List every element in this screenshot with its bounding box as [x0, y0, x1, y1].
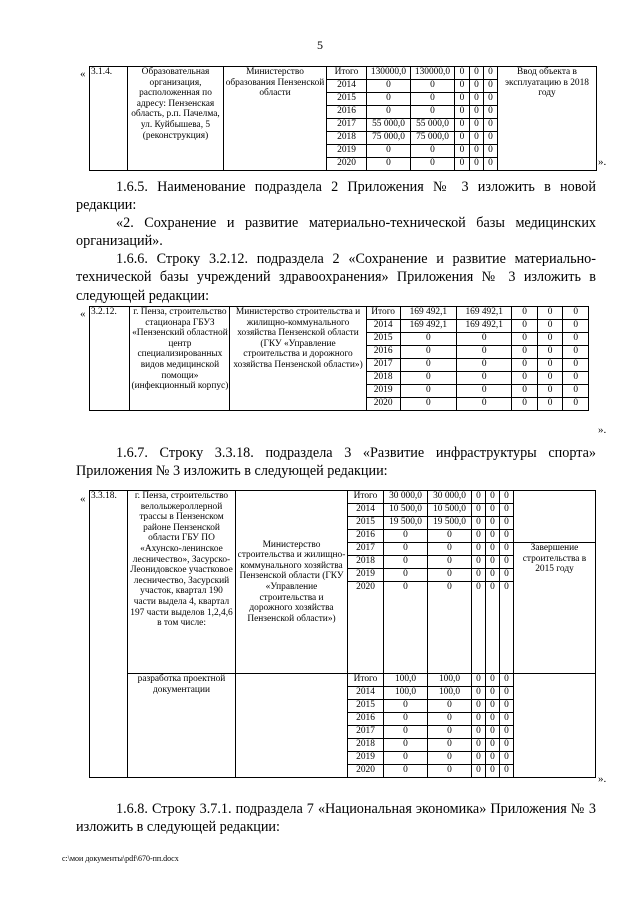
- paragraph-1-6-6: [76, 250, 596, 305]
- row-code: 3.3.18.: [90, 491, 128, 778]
- value-cell: 0: [500, 713, 514, 726]
- budget-cell: 0: [457, 372, 512, 385]
- value-cell: 0: [486, 713, 500, 726]
- budget-cell: 0: [411, 145, 455, 158]
- close-quote: ».: [598, 156, 607, 168]
- year-cell: 2014: [366, 320, 400, 333]
- year-cell: 2017: [366, 359, 400, 372]
- budget-cell: 0: [428, 700, 472, 713]
- value-cell: 0: [500, 569, 514, 582]
- budget-cell: 30 000,0: [428, 491, 472, 504]
- value-cell: 0: [512, 307, 538, 320]
- close-quote: ».: [598, 773, 607, 785]
- budget-cell: 0: [428, 726, 472, 739]
- year-cell: 2016: [327, 106, 367, 119]
- budget-cell: 10 500,0: [428, 504, 472, 517]
- value-cell: 0: [455, 93, 470, 106]
- value-cell: 0: [484, 106, 498, 119]
- budget-cell: 0: [411, 80, 455, 93]
- value-cell: 0: [472, 504, 486, 517]
- paragraph-1-6-5-quote: [76, 214, 596, 251]
- year-cell: 2020: [366, 398, 400, 411]
- budget-cell: 19 500,0: [428, 517, 472, 530]
- value-cell: 0: [472, 752, 486, 765]
- value-cell: 0: [486, 491, 500, 504]
- total-cell: 0: [384, 752, 428, 765]
- sub-item-name: разработка проектной документации: [128, 674, 236, 778]
- budget-cell: 0: [428, 765, 472, 778]
- year-cell: 2017: [348, 726, 384, 739]
- year-cell: 2019: [348, 752, 384, 765]
- paragraph-text: 1.6.8. Строку 3.7.1. подраздела 7 «Национальная экономика» Приложения № 3 изложить в следующей редакции:: [76, 801, 596, 836]
- value-cell: 0: [486, 569, 500, 582]
- budget-cell: 130000,0: [411, 67, 455, 80]
- close-quote: ».: [598, 424, 607, 436]
- year-cell: 2014: [348, 687, 384, 700]
- budget-cell: 100,0: [428, 674, 472, 687]
- value-cell: 0: [484, 132, 498, 145]
- budget-cell: 100,0: [428, 687, 472, 700]
- total-cell: 0: [384, 543, 428, 556]
- budget-cell: 0: [428, 556, 472, 569]
- total-cell: 0: [400, 333, 456, 346]
- value-cell: 0: [486, 700, 500, 713]
- total-cell: 0: [384, 726, 428, 739]
- value-cell: 0: [500, 674, 514, 687]
- table-row: [90, 67, 597, 80]
- value-cell: 0: [486, 765, 500, 778]
- year-cell: 2019: [366, 385, 400, 398]
- value-cell: 0: [500, 752, 514, 765]
- executor: Министерство строительства и жилищно-коммунального хозяйства Пензенской области (ГКУ «Управление строительства и дорожного хозяйства Пензенской области»): [230, 307, 366, 411]
- value-cell: 0: [470, 119, 484, 132]
- total-cell: 0: [367, 80, 411, 93]
- value-cell: 0: [472, 582, 486, 674]
- value-cell: 0: [486, 752, 500, 765]
- empty-cell: [514, 674, 596, 778]
- value-cell: 0: [537, 398, 563, 411]
- budget-cell: 169 492,1: [457, 307, 512, 320]
- page-number: 5: [317, 38, 323, 52]
- year-cell: Итого: [348, 674, 384, 687]
- value-cell: 0: [470, 158, 484, 171]
- total-cell: 0: [400, 385, 456, 398]
- value-cell: 0: [563, 320, 589, 333]
- value-cell: 0: [512, 346, 538, 359]
- budget-cell: 0: [457, 346, 512, 359]
- value-cell: 0: [470, 145, 484, 158]
- value-cell: 0: [512, 385, 538, 398]
- total-cell: 169 492,1: [400, 320, 456, 333]
- object-name: Образовательная организация, расположенная по адресу: Пензенская область, р.п. Пачелма, ул. Куйбышева, 5 (реконструкция): [128, 67, 224, 171]
- value-cell: 0: [537, 372, 563, 385]
- value-cell: 0: [500, 739, 514, 752]
- year-cell: Итого: [327, 67, 367, 80]
- year-cell: 2016: [348, 713, 384, 726]
- value-cell: 0: [470, 106, 484, 119]
- total-cell: 10 500,0: [384, 504, 428, 517]
- value-cell: 0: [486, 504, 500, 517]
- budget-cell: 0: [428, 739, 472, 752]
- value-cell: 0: [563, 359, 589, 372]
- value-cell: 0: [470, 93, 484, 106]
- row-code: 3.1.4.: [90, 67, 128, 171]
- paragraph-text: 1.6.6. Строку 3.2.12. подраздела 2 «Сохранение и развитие материально-технической базы учреждений здравоохранения» Приложения № 3 изложить в следующей редакции:: [76, 251, 596, 304]
- total-cell: 0: [384, 569, 428, 582]
- value-cell: 0: [486, 739, 500, 752]
- value-cell: 0: [512, 359, 538, 372]
- budget-cell: 75 000,0: [411, 132, 455, 145]
- budget-cell: 169 492,1: [457, 320, 512, 333]
- value-cell: 0: [486, 582, 500, 674]
- expected-result: Завершение строительства в 2015 году: [514, 543, 596, 674]
- value-cell: 0: [537, 346, 563, 359]
- footer-file-path: c:\мои документы\pdf\670-пп.docx: [62, 854, 179, 863]
- value-cell: 0: [500, 530, 514, 543]
- year-cell: 2018: [366, 372, 400, 385]
- value-cell: 0: [486, 726, 500, 739]
- total-cell: 0: [384, 700, 428, 713]
- total-cell: 75 000,0: [367, 132, 411, 145]
- value-cell: 0: [484, 145, 498, 158]
- year-cell: 2015: [348, 517, 384, 530]
- total-cell: 0: [384, 556, 428, 569]
- value-cell: 0: [512, 372, 538, 385]
- value-cell: 0: [500, 765, 514, 778]
- budget-cell: 0: [457, 359, 512, 372]
- budget-cell: 55 000,0: [411, 119, 455, 132]
- year-cell: 2020: [348, 765, 384, 778]
- executor: Министерство образования Пензенской области: [224, 67, 327, 171]
- total-cell: 0: [400, 372, 456, 385]
- row-code: 3.2.12.: [90, 307, 130, 411]
- budget-cell: 0: [428, 530, 472, 543]
- value-cell: 0: [472, 713, 486, 726]
- budget-cell: 0: [428, 582, 472, 674]
- total-cell: 169 492,1: [400, 307, 456, 320]
- total-cell: 0: [367, 158, 411, 171]
- value-cell: 0: [472, 543, 486, 556]
- value-cell: 0: [472, 687, 486, 700]
- value-cell: 0: [512, 398, 538, 411]
- object-name: г. Пенза, строительство стационара ГБУЗ «Пензенский областной центр специализированных видов медицинской помощи» (инфекционный корпус): [130, 307, 230, 411]
- value-cell: 0: [537, 359, 563, 372]
- total-cell: 0: [400, 359, 456, 372]
- value-cell: 0: [500, 556, 514, 569]
- value-cell: 0: [537, 333, 563, 346]
- year-cell: 2019: [327, 145, 367, 158]
- value-cell: 0: [470, 67, 484, 80]
- value-cell: 0: [455, 132, 470, 145]
- value-cell: 0: [455, 145, 470, 158]
- value-cell: 0: [500, 687, 514, 700]
- total-cell: 0: [384, 582, 428, 674]
- year-cell: 2015: [348, 700, 384, 713]
- year-cell: 2020: [327, 158, 367, 171]
- value-cell: 0: [486, 543, 500, 556]
- value-cell: 0: [500, 504, 514, 517]
- paragraph-text: «2. Сохранение и развитие материально-технической базы медицинских организаций».: [76, 215, 596, 250]
- value-cell: 0: [472, 491, 486, 504]
- value-cell: 0: [563, 398, 589, 411]
- budget-cell: 0: [411, 93, 455, 106]
- budget-cell: 0: [457, 398, 512, 411]
- total-cell: 100,0: [384, 687, 428, 700]
- open-quote: «: [80, 308, 86, 320]
- total-cell: 19 500,0: [384, 517, 428, 530]
- table-row: [90, 491, 596, 504]
- value-cell: 0: [563, 372, 589, 385]
- value-cell: 0: [472, 556, 486, 569]
- value-cell: 0: [484, 158, 498, 171]
- value-cell: 0: [472, 739, 486, 752]
- year-cell: 2015: [327, 93, 367, 106]
- value-cell: 0: [472, 530, 486, 543]
- value-cell: 0: [472, 674, 486, 687]
- table-row: [90, 307, 589, 320]
- value-cell: 0: [455, 80, 470, 93]
- value-cell: 0: [563, 307, 589, 320]
- value-cell: 0: [500, 700, 514, 713]
- value-cell: 0: [455, 158, 470, 171]
- total-cell: 130000,0: [367, 67, 411, 80]
- year-cell: 2015: [366, 333, 400, 346]
- value-cell: 0: [563, 333, 589, 346]
- table-3-3-18: [89, 490, 596, 778]
- table-3-1-4: [89, 66, 597, 171]
- paragraph-text: 1.6.7. Строку 3.3.18. подраздела 3 «Развитие инфраструктуры спорта» Приложения № 3 изложить в следующей редакции:: [76, 445, 596, 480]
- value-cell: 0: [537, 320, 563, 333]
- total-cell: 100,0: [384, 674, 428, 687]
- budget-cell: 0: [428, 752, 472, 765]
- year-cell: Итого: [366, 307, 400, 320]
- object-name: г. Пенза, строительство велолыжероллерной трассы в Пензенском районе Пензенской области ГБУ ПО «Ахунско-ленинское лесничество», Засурско-Леонидовское участковое лесничество, Засурский участок, квартал 190 части выдела 4, квартал 197 части выделов 1,2,4,6 в том числе:: [128, 491, 236, 674]
- executor: Министерство строительства и жилищно-коммунального хозяйства Пензенской области (ГКУ «Управление строительства и дорожного хозяйства Пензенской области»): [236, 491, 348, 674]
- total-cell: 0: [400, 346, 456, 359]
- total-cell: 30 000,0: [384, 491, 428, 504]
- value-cell: 0: [484, 67, 498, 80]
- total-cell: 55 000,0: [367, 119, 411, 132]
- expected-result: Ввод объекта в эксплуатацию в 2018 году: [498, 67, 597, 171]
- year-cell: 2016: [366, 346, 400, 359]
- year-cell: 2018: [348, 556, 384, 569]
- total-cell: 0: [384, 765, 428, 778]
- budget-cell: 0: [411, 106, 455, 119]
- open-quote: «: [80, 68, 86, 80]
- paragraph-text: 1.6.5. Наименование подраздела 2 Приложения № 3 изложить в новой редакции:: [76, 179, 596, 214]
- value-cell: 0: [500, 543, 514, 556]
- empty-cell: [236, 674, 348, 778]
- budget-cell: 0: [428, 713, 472, 726]
- value-cell: 0: [455, 119, 470, 132]
- value-cell: 0: [455, 67, 470, 80]
- budget-cell: 0: [457, 333, 512, 346]
- total-cell: 0: [400, 398, 456, 411]
- year-cell: 2018: [327, 132, 367, 145]
- total-cell: 0: [384, 530, 428, 543]
- value-cell: 0: [500, 726, 514, 739]
- year-cell: 2016: [348, 530, 384, 543]
- value-cell: 0: [470, 132, 484, 145]
- total-cell: 0: [384, 739, 428, 752]
- table-row: [90, 674, 596, 687]
- value-cell: 0: [500, 491, 514, 504]
- year-cell: 2018: [348, 739, 384, 752]
- value-cell: 0: [486, 687, 500, 700]
- year-cell: 2014: [327, 80, 367, 93]
- total-cell: 0: [367, 106, 411, 119]
- year-cell: 2017: [348, 543, 384, 556]
- value-cell: 0: [563, 385, 589, 398]
- paragraph-1-6-5: [76, 178, 596, 215]
- value-cell: 0: [512, 333, 538, 346]
- value-cell: 0: [563, 346, 589, 359]
- empty-cell: [514, 491, 596, 543]
- value-cell: 0: [486, 530, 500, 543]
- value-cell: 0: [472, 765, 486, 778]
- value-cell: 0: [500, 582, 514, 674]
- budget-cell: 0: [457, 385, 512, 398]
- total-cell: 0: [367, 93, 411, 106]
- value-cell: 0: [486, 517, 500, 530]
- value-cell: 0: [486, 556, 500, 569]
- budget-cell: 0: [428, 543, 472, 556]
- value-cell: 0: [537, 307, 563, 320]
- value-cell: 0: [500, 517, 514, 530]
- total-cell: 0: [367, 145, 411, 158]
- value-cell: 0: [484, 80, 498, 93]
- value-cell: 0: [472, 517, 486, 530]
- value-cell: 0: [484, 119, 498, 132]
- table-3-2-12: [89, 306, 589, 411]
- value-cell: 0: [472, 569, 486, 582]
- open-quote: «: [80, 493, 86, 505]
- value-cell: 0: [484, 93, 498, 106]
- total-cell: 0: [384, 713, 428, 726]
- value-cell: 0: [512, 320, 538, 333]
- year-cell: 2020: [348, 582, 384, 674]
- value-cell: 0: [455, 106, 470, 119]
- value-cell: 0: [472, 726, 486, 739]
- value-cell: 0: [470, 80, 484, 93]
- value-cell: 0: [537, 385, 563, 398]
- budget-cell: 0: [428, 569, 472, 582]
- value-cell: 0: [486, 674, 500, 687]
- budget-cell: 0: [411, 158, 455, 171]
- paragraph-1-6-8: [76, 800, 596, 837]
- value-cell: 0: [472, 700, 486, 713]
- paragraph-1-6-7: [76, 444, 596, 481]
- year-cell: 2019: [348, 569, 384, 582]
- year-cell: 2017: [327, 119, 367, 132]
- year-cell: Итого: [348, 491, 384, 504]
- year-cell: 2014: [348, 504, 384, 517]
